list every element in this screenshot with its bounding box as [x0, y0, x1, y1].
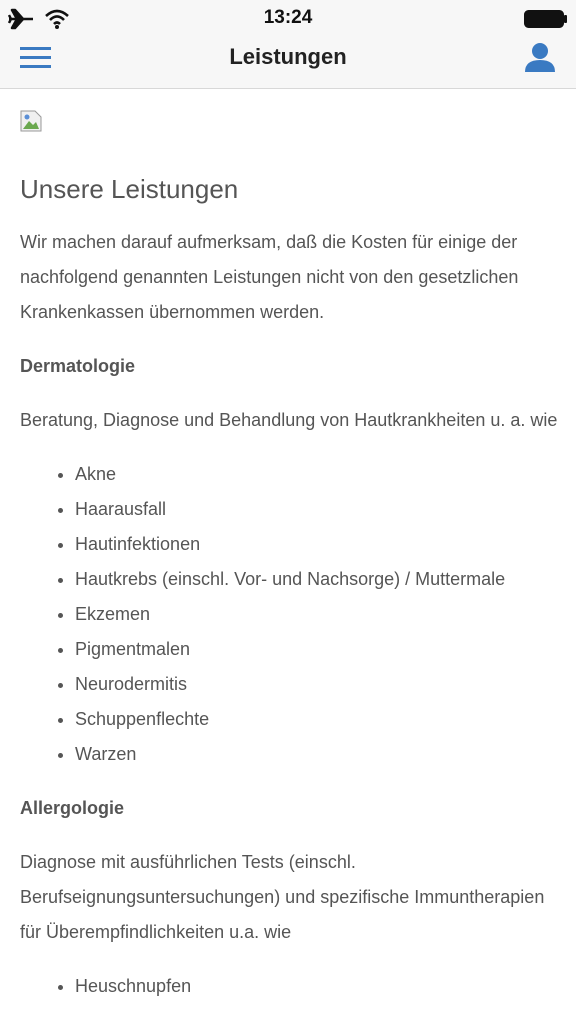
allergologie-list	[20, 969, 560, 1004]
list-item: • Heuschnupfen	[75, 969, 560, 1004]
list-item: • Schuppenflechte	[75, 702, 560, 737]
battery-icon	[524, 10, 568, 28]
list-item: • Hautkrebs (einschl. Vor- und Nachsorge) / Muttermale	[75, 562, 560, 597]
list-item: • Neurodermitis	[75, 667, 560, 702]
page-title: Leistungen	[229, 44, 347, 69]
section-description-dermatologie: Beratung, Diagnose und Behandlung von Hautkrankheiten u. a. wie	[20, 410, 558, 430]
main-content	[20, 110, 560, 1004]
navigation-bar	[0, 38, 576, 89]
section-description-allergologie: Diagnose mit ausführlichen Tests (einschl. Berufseignungsuntersuchungen) und spezifische Immuntherapien für Überempfindlichkeiten u.a. wie	[20, 852, 545, 942]
intro-text: Wir machen darauf aufmerksam, daß die Kosten für einige der nachfolgend genannten Leistungen nicht von den gesetzlichen Krankenkassen übernommen werden.	[20, 232, 519, 322]
user-icon	[524, 41, 556, 73]
list-item: • Hautinfektionen	[75, 527, 560, 562]
list-item: • Haarausfall	[75, 492, 560, 527]
list-item: • Pigmentmalen	[75, 632, 560, 667]
dermatologie-list	[20, 457, 560, 772]
status-bar	[0, 0, 576, 38]
status-time: 13:24	[263, 7, 313, 28]
section-title-dermatologie: Dermatologie	[20, 356, 136, 376]
broken-image-icon	[20, 110, 42, 132]
section-title-allergologie: Allergologie	[20, 798, 125, 818]
list-item: • Warzen	[75, 737, 560, 772]
list-item: • Ekzemen	[75, 597, 560, 632]
user-profile-button[interactable]	[524, 41, 556, 73]
list-item: • Akne	[75, 457, 560, 492]
content-heading: Unsere Leistungen	[20, 174, 239, 204]
